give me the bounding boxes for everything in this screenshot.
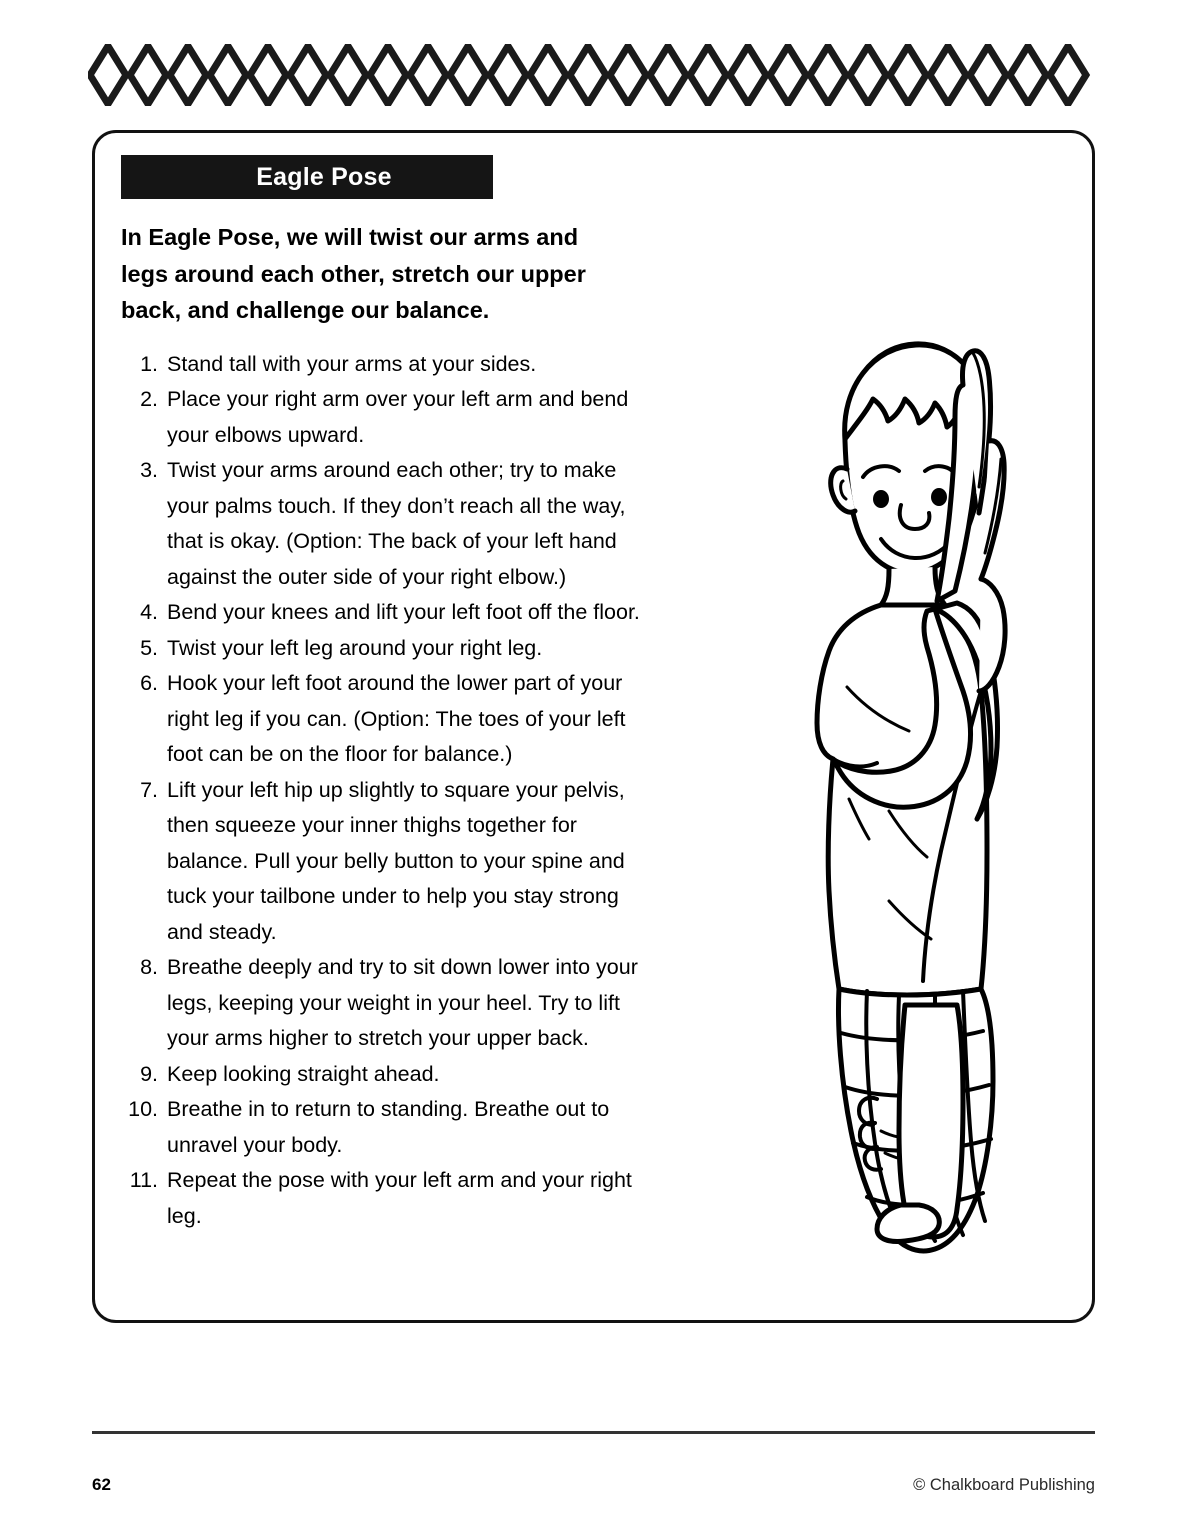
- step-number: 2.: [140, 387, 158, 411]
- pose-card: [92, 130, 1095, 1323]
- step-text: Bend your knees and lift your left foot off the floor.: [167, 600, 640, 624]
- step-text: Breathe in to return to standing. Breathe out to unravel your body.: [167, 1097, 610, 1157]
- copyright-notice: © Chalkboard Publishing: [913, 1476, 1095, 1494]
- step-text: Twist your arms around each other; try to make your palms touch. If they don’t reach all the way, that is okay. (Option: The back of your left hand against the outer side of your right elbow.): [167, 458, 626, 589]
- step-text: Stand tall with your arms at your sides.: [167, 351, 537, 376]
- page-number: 62: [92, 1475, 111, 1494]
- list-item: [121, 595, 651, 631]
- page-title: Eagle Pose: [256, 162, 392, 191]
- list-item: [121, 950, 651, 1057]
- list-item: [121, 666, 651, 773]
- step-text: Keep looking straight ahead.: [167, 1061, 440, 1086]
- instructions-column: [121, 219, 651, 1234]
- step-number: 7.: [140, 777, 158, 802]
- list-item: [121, 453, 651, 595]
- step-text: Hook your left foot around the lower part of your right leg if you can. (Option: The toes of your left foot can be on the floor for balance.): [167, 671, 626, 766]
- list-item: [121, 1092, 651, 1163]
- step-number: 10.: [128, 1097, 158, 1121]
- diamond-border-svg: [88, 44, 1098, 106]
- eagle-pose-line-art-svg: [785, 291, 1075, 1311]
- step-number: 11.: [129, 1168, 158, 1192]
- step-number: 6.: [140, 671, 158, 695]
- step-number: 9.: [140, 1061, 158, 1086]
- list-item: [121, 382, 651, 453]
- step-number: 1.: [140, 351, 158, 376]
- step-number: 5.: [140, 635, 158, 660]
- step-text: Place your right arm over your left arm and bend your elbows upward.: [167, 387, 629, 447]
- pose-intro-text: In Eagle Pose, we will twist our arms and legs around each other, stretch our upper back, and challenge our balance.: [121, 224, 586, 323]
- step-text: Twist your left leg around your right leg.: [167, 635, 543, 660]
- footer-divider: [92, 1431, 1095, 1434]
- list-item: [121, 1057, 651, 1093]
- list-item: [121, 631, 651, 667]
- list-item: [121, 773, 651, 951]
- step-number: 3.: [140, 458, 158, 482]
- step-number: 8.: [140, 955, 158, 979]
- steps-list: [121, 347, 651, 1235]
- pose-title-banner: [121, 155, 493, 199]
- eagle-pose-illustration: [785, 291, 1075, 1311]
- list-item: [121, 1163, 651, 1234]
- step-number: 4.: [140, 600, 158, 624]
- list-item: [121, 347, 651, 383]
- decorative-diamond-border: [88, 44, 1098, 106]
- step-text: Lift your left hip up slightly to square your pelvis, then squeeze your inner thighs together for balance. Pull your belly button to your spine and tuck your tailbone under to help you stay strong and steady.: [167, 777, 625, 944]
- step-text: Repeat the pose with your left arm and your right leg.: [167, 1168, 632, 1228]
- step-text: Breathe deeply and try to sit down lower into your legs, keeping your weight in your heel. Try to lift your arms higher to stretch your upper back.: [167, 955, 638, 1050]
